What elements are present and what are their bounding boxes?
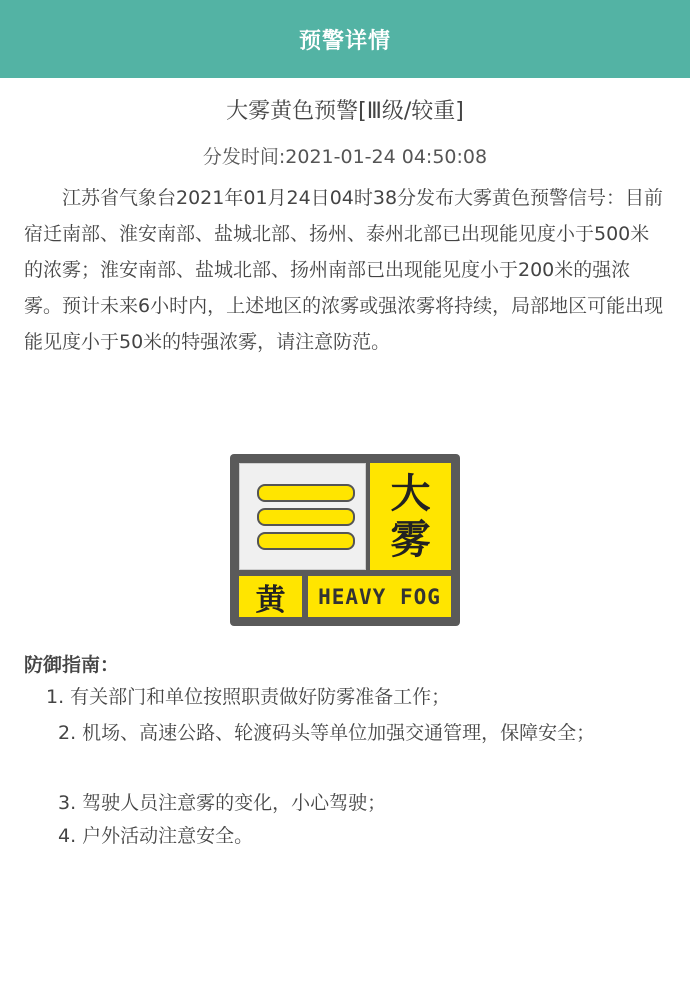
page-header bbox=[0, 0, 690, 78]
guide-item: 3. 驾驶人员注意雾的变化，小心驾驶； bbox=[58, 792, 387, 814]
fog-bar bbox=[257, 484, 355, 502]
guide-item: 1. 有关部门和单位按照职责做好防雾准备工作； bbox=[46, 686, 451, 708]
issue-time: 分发时间:2021-01-24 04:50:08 bbox=[202, 146, 488, 168]
header-title: 预警详情 bbox=[298, 28, 391, 54]
warning-title: 大雾黄色预警[Ⅲ级/较重] bbox=[226, 99, 464, 124]
signal-level-char: 黄 bbox=[239, 576, 302, 617]
warning-content: 江苏省气象台2021年01月24日04时38分发布大雾黄色预警信号：目前宿迁南部、淮安南部、盐城北部、扬州、泰州北部已出现能见度小于500米的浓雾；淮安南部、盐城北部、扬州南部已出现能见度小于200米的强浓雾。预计未来6小时内，上述地区的浓雾或强浓雾将持续，局部地区可能出现能见度小于50米的特强浓雾，请注意防范。 bbox=[24, 187, 664, 353]
signal-char-2: 雾 bbox=[390, 516, 431, 563]
guide-item: 4. 户外活动注意安全。 bbox=[58, 825, 254, 847]
fog-bar bbox=[257, 532, 355, 550]
guide-title: 防御指南： bbox=[24, 654, 120, 676]
fog-bars-icon bbox=[239, 463, 366, 570]
guide-item: 2. 机场、高速公路、轮渡码头等单位加强交通管理，保障安全； bbox=[58, 722, 596, 744]
signal-english-label: HEAVY FOG bbox=[308, 576, 451, 617]
heavy-fog-yellow-signal-icon bbox=[230, 454, 460, 626]
signal-chinese-label bbox=[370, 463, 451, 570]
signal-char-1: 大 bbox=[390, 470, 431, 517]
fog-bar bbox=[257, 508, 355, 526]
